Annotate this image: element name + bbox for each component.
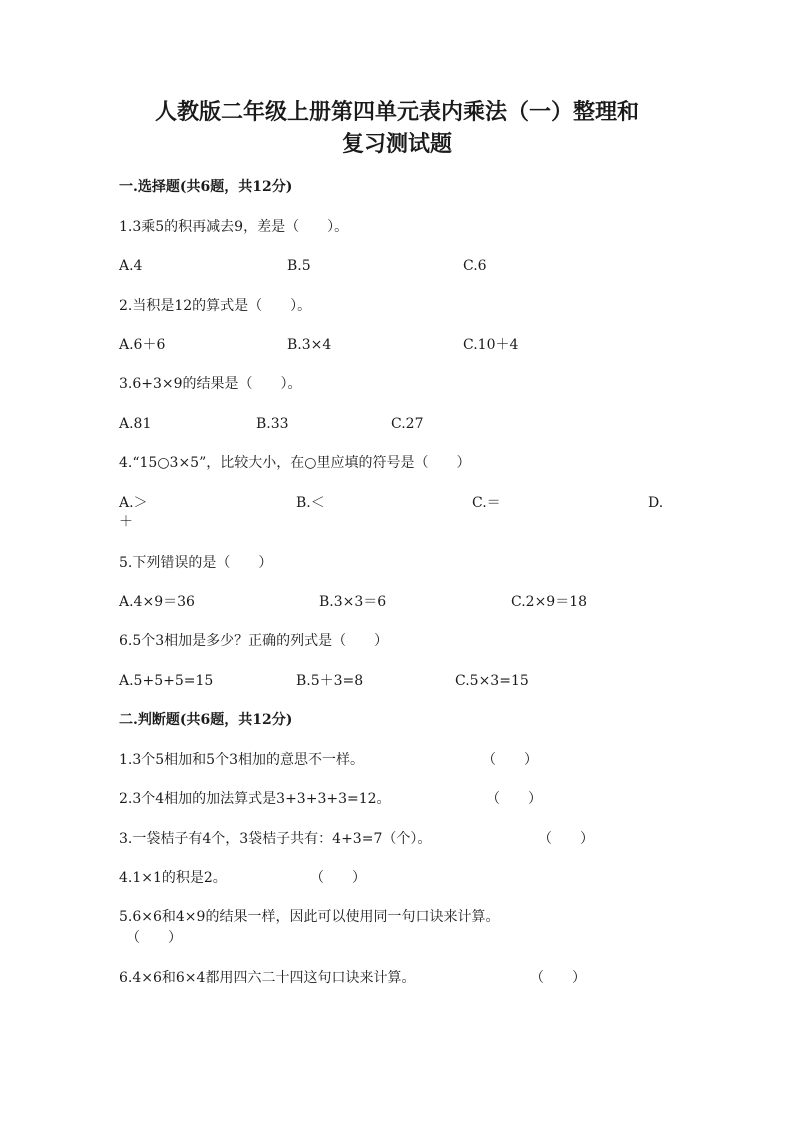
choice-question-4-option-d-value: ＋ [119, 514, 133, 530]
judgement-question-1: 1.3个5相加和5个3相加的意思不一样。 [119, 752, 364, 768]
section-heading-judgement: 二.判断题(共6题，共12分) [119, 712, 293, 728]
choice-question-6: 6.5个3相加是多少？正确的列式是（ ） [119, 633, 389, 649]
judgement-question-4-answer-blank: （ ） [310, 870, 366, 886]
judgement-question-5-answer-blank: （ ） [126, 930, 182, 946]
choice-question-3-option-c: C.27 [391, 416, 424, 432]
judgement-question-5: 5.6×6和4×9的结果一样，因此可以使用同一句口诀来计算。 [119, 909, 500, 925]
choice-question-2-option-b: B.3×4 [287, 337, 332, 353]
choice-question-4: 4.“15○3×5”，比较大小，在○里应填的符号是（ ） [119, 455, 471, 471]
choice-question-1-option-c: C.6 [463, 258, 487, 274]
choice-question-3-option-a: A.81 [119, 416, 152, 432]
choice-question-6-option-b: B.5＋3=8 [296, 673, 364, 689]
choice-question-3-option-b: B.33 [256, 416, 289, 432]
judgement-question-1-answer-blank: （ ） [482, 752, 538, 768]
section-heading-choice: 一.选择题(共6题，共12分) [119, 179, 293, 195]
judgement-question-3: 3.一袋桔子有4个，3袋桔子共有：4+3=7（个）。 [119, 831, 432, 847]
page-title-line-2: 复习测试题 [341, 131, 452, 157]
choice-question-6-option-a: A.5+5+5=15 [119, 673, 214, 689]
choice-question-1-option-b: B.5 [287, 258, 311, 274]
choice-question-4-option-c: C.＝ [472, 495, 501, 511]
choice-question-4-option-b: B.＜ [296, 495, 325, 511]
choice-question-6-option-c: C.5×3=15 [455, 673, 529, 689]
judgement-question-4: 4.1×1的积是2。 [119, 870, 227, 886]
choice-question-1: 1.3乘5的积再减去9，差是（ ）。 [119, 219, 349, 235]
choice-question-2-option-c: C.10＋4 [463, 337, 519, 353]
choice-question-1-option-a: A.4 [119, 258, 143, 274]
choice-question-3: 3.6+3×9的结果是（ ）。 [119, 376, 302, 392]
judgement-question-6: 6.4×6和6×4都用四六二十四这句口诀来计算。 [119, 970, 416, 986]
choice-question-5: 5.下列错误的是（ ） [119, 555, 273, 571]
judgement-question-2-answer-blank: （ ） [486, 791, 542, 807]
choice-question-2: 2.当积是12的算式是（ ）。 [119, 298, 312, 314]
choice-question-4-option-a: A.＞ [119, 495, 148, 511]
choice-question-5-option-a: A.4×9＝36 [119, 594, 195, 610]
choice-question-4-option-d: D. [648, 495, 664, 511]
judgement-question-6-answer-blank: （ ） [530, 970, 586, 986]
judgement-question-3-answer-blank: （ ） [538, 831, 594, 847]
choice-question-5-option-c: C.2×9＝18 [511, 594, 588, 610]
choice-question-5-option-b: B.3×3＝6 [319, 594, 387, 610]
page-title-line-1: 人教版二年级上册第四单元表内乘法（一）整理和 [154, 99, 639, 125]
choice-question-2-option-a: A.6＋6 [119, 337, 166, 353]
judgement-question-2: 2.3个4相加的加法算式是3+3+3+3=12。 [119, 791, 391, 807]
